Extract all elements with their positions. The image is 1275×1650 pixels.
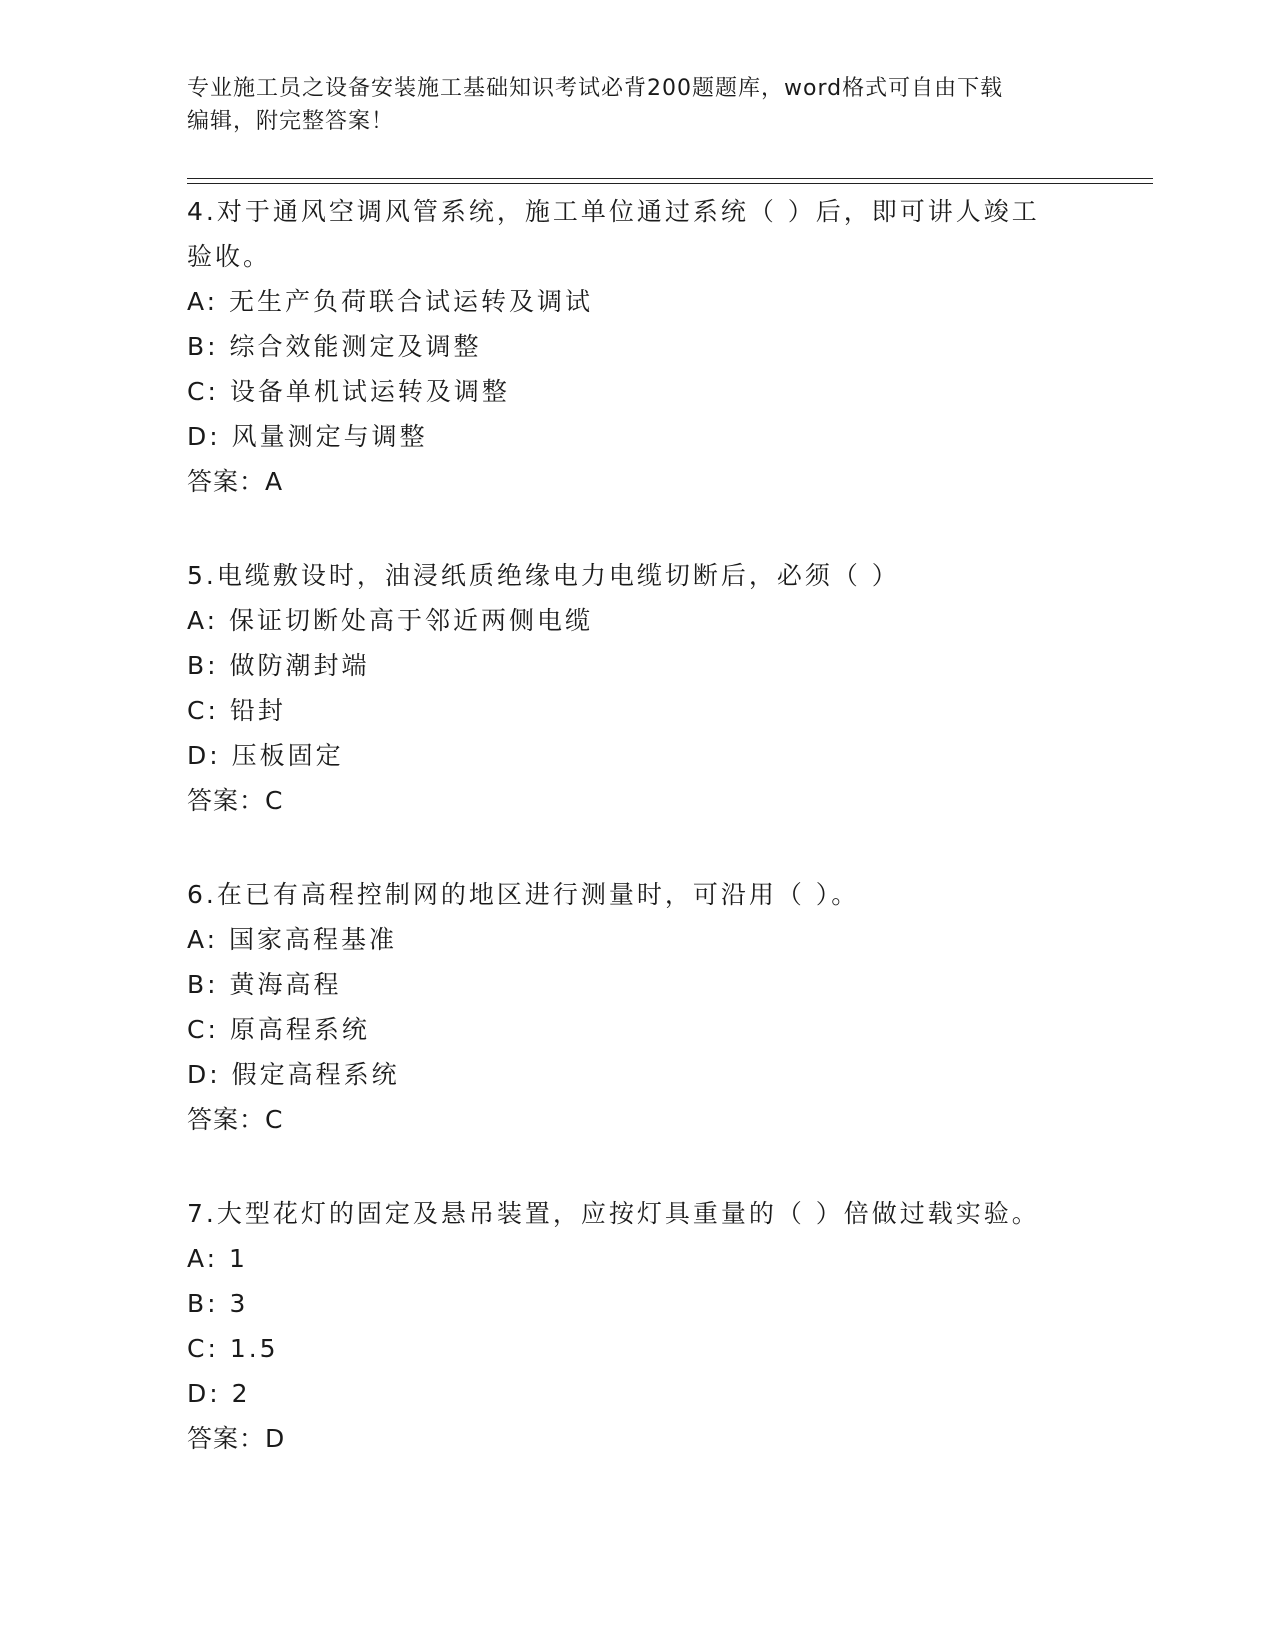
option-d: D: 压板固定 — [187, 741, 344, 770]
answer: 答案：A — [187, 467, 284, 496]
option-b: B: 做防潮封端 — [187, 651, 370, 680]
option-b: B: 3 — [187, 1289, 249, 1318]
answer: 答案：C — [187, 1105, 284, 1134]
question-stem-continued: 验收。 — [187, 242, 272, 271]
answer: 答案：D — [187, 1424, 286, 1453]
option-c: C: 设备单机试运转及调整 — [187, 377, 510, 406]
option-c: C: 原高程系统 — [187, 1015, 370, 1044]
header-line-1: 专业施工员之设备安装施工基础知识考试必背200题题库，word格式可自由下载 — [187, 76, 1004, 101]
option-a: A: 保证切断处高于邻近两侧电缆 — [187, 606, 594, 635]
option-a: A: 无生产负荷联合试运转及调试 — [187, 287, 594, 316]
question-stem: 6.在已有高程控制网的地区进行测量时，可沿用（ ）。 — [187, 880, 860, 909]
question-stem: 5.电缆敷设时，油浸纸质绝缘电力电缆切断后，必须（ ） — [187, 561, 900, 590]
answer: 答案：C — [187, 786, 284, 815]
question-4 — [187, 189, 1087, 504]
option-d: D: 风量测定与调整 — [187, 422, 428, 451]
option-c: C: 1.5 — [187, 1334, 279, 1363]
option-b: B: 黄海高程 — [187, 970, 342, 999]
option-d: D: 假定高程系统 — [187, 1060, 400, 1089]
question-6 — [187, 872, 1087, 1142]
question-7 — [187, 1191, 1087, 1461]
question-stem: 4.对于通风空调风管系统，施工单位通过系统（ ）后，即可讲人竣工 — [187, 197, 1040, 226]
header-line-2: 编辑，附完整答案！ — [187, 109, 395, 134]
option-d: D: 2 — [187, 1379, 251, 1408]
option-b: B: 综合效能测定及调整 — [187, 332, 482, 361]
option-a: A: 国家高程基准 — [187, 925, 398, 954]
question-5 — [187, 553, 1087, 823]
option-c: C: 铅封 — [187, 696, 286, 725]
question-stem: 7.大型花灯的固定及悬吊装置，应按灯具重量的（ ）倍做过载实验。 — [187, 1199, 1040, 1228]
header-divider-bottom — [187, 183, 1153, 184]
document-header — [187, 72, 1087, 138]
option-a: A: 1 — [187, 1244, 248, 1273]
header-divider-top — [187, 178, 1153, 179]
